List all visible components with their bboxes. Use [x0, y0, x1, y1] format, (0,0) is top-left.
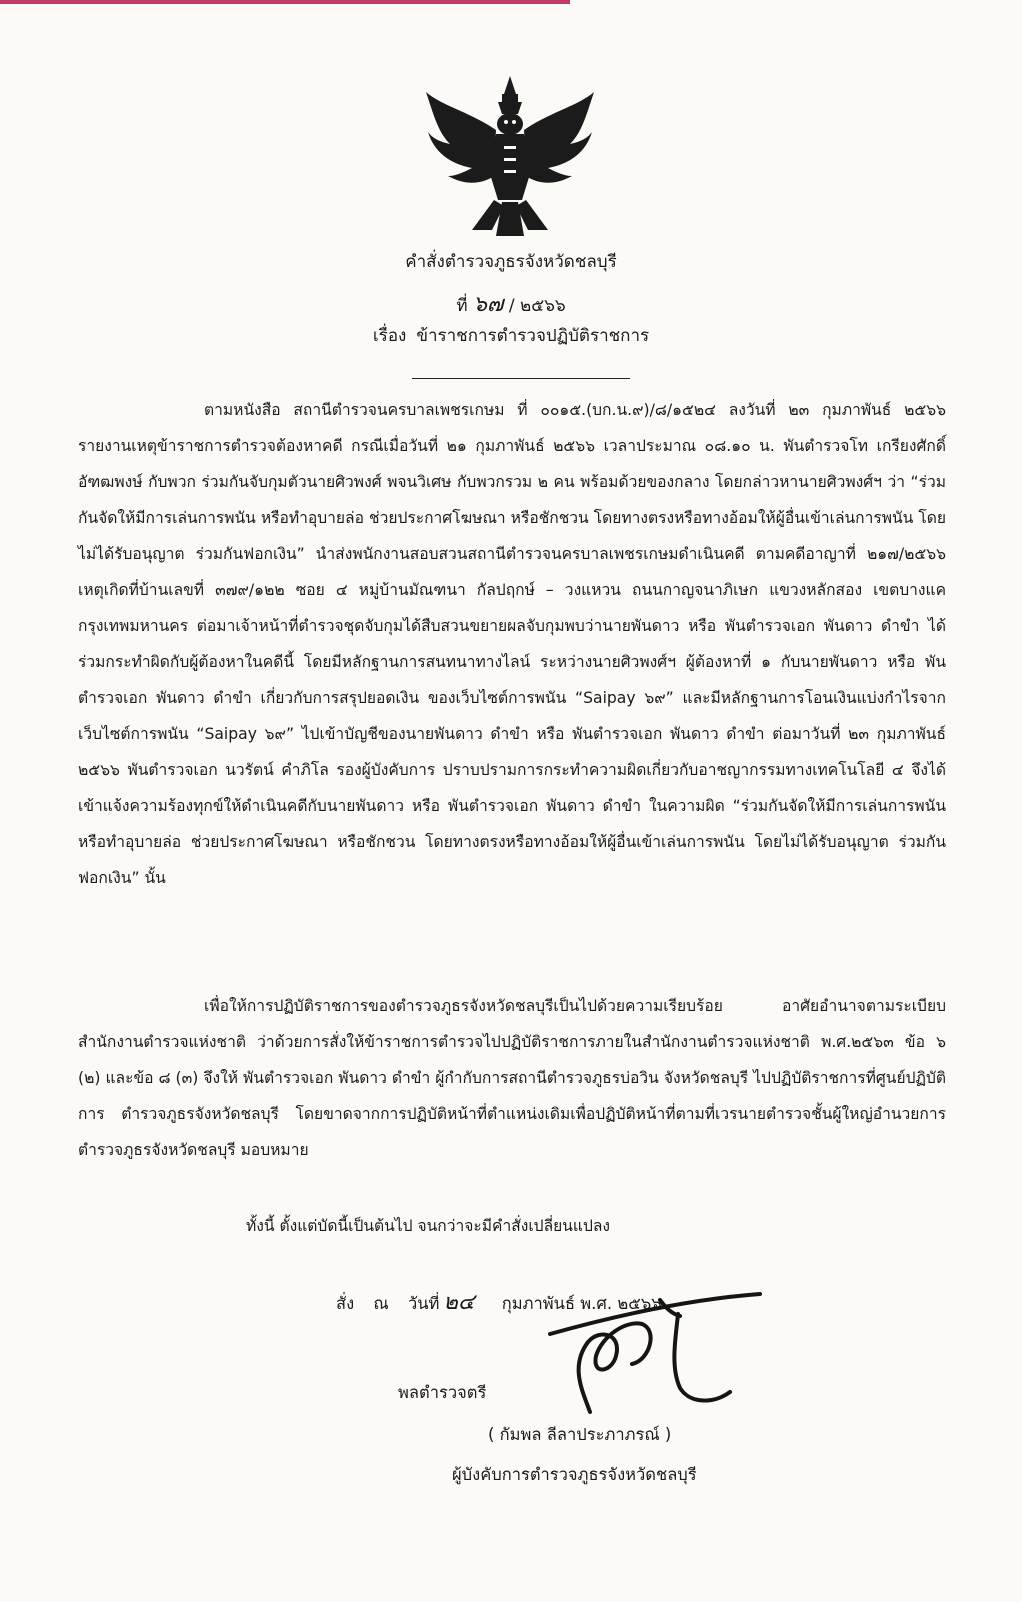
subject-label: เรื่อง — [372, 326, 407, 346]
subject-text: ข้าราชการตำรวจปฏิบัติราชการ — [416, 326, 650, 346]
date-label: วันที่ — [407, 1294, 440, 1313]
paragraph-1-text: ตามหนังสือ สถานีตำรวจนครบาลเพชรเกษม ที่ ๐๐๑๕.(บก.น.๙)/๘/๑๕๒๔ ลงวันที่ ๒๓ กุมภาพันธ์ ๒๕๖๖ รายงานเหตุข้าราชการตำรวจต้องหาคดี กรณีเมื่อวันที่ ๒๑ กุมภาพันธ์ ๒๕๖๖ เวลาประมาณ ๐๘.๑๐ น. พันตำรวจโท เกรียงศักดิ์ อัฑฒพงษ์ กับพวก ร่วมกันจับกุมตัวนายศิวพงศ์ พจนวิเศษ กับพวกรวม ๒ คน พร้อมด้วยของกลาง โดยกล่าวหานายศิวพงศ์ฯ ว่า “ร่วมกันจัดให้มีการเล่นการพนัน หรือทำอุบายล่อ ช่วยประกาศโฆษณา หรือชักชวน โดยทางตรงหรือทางอ้อมให้ผู้อื่นเข้าเล่นการพนัน โดยไม่ได้รับอนุญาต ร่วมกันฟอกเงิน” นำส่งพนักงานสอบสวนสถานีตำรวจนครบาลเพชรเกษมดำเนินคดี ตามคดีอาญาที่ ๒๑๗/๒๕๖๖ เหตุเกิดที่บ้านเลขที่ ๓๗๙/๑๒๒ ซอย ๔ หมู่บ้านมัณฑนา กัลปฤกษ์ – วงแหวน ถนนกาญจนาภิเษก แขวงหลักสอง เขตบางแค กรุงเทพมหานคร ต่อมาเจ้าหน้าที่ตำรวจชุดจับกุมได้สืบสวนขยายผลจับกุมพบว่านายพันดาว หรือ พันตำรวจเอก พันดาว ดำขำ ได้ร่วมกระทำผิดกับผู้ต้องหาในคดีนี้ โดยมีหลักฐานการสนทนาทางไลน์ ระหว่างนายศิวพงศ์ฯ ผู้ต้องหาที่ ๑ กับนายพันดาว หรือ พันตำรวจเอก พันดาว ดำขำ เกี่ยวกับการสรุปยอดเงิน ของเว็บไซต์การพนัน “Saipay ๖๙” และมีหลักฐานการโอนเงินแบ่งกำไรจากเว็บไซต์การพนัน “Saipay ๖๙” ไปเข้าบัญชีของนายพันดาว ดำขำ หรือ พันตำรวจเอก พันดาว ดำขำ ต่อมาวันที่ ๒๓ กุมภาพันธ์ ๒๕๖๖ พันตำรวจเอก นวรัตน์ คำภิโล รองผู้บังคับการ ปราบปรามการกระทำความผิดเกี่ยวกับอาชญากรรมทางเทคโนโลยี ๔ จึงได้เข้าแจ้งความร้องทุกข์ให้ดำเนินคดีกับนายพันดาว หรือ พันตำรวจเอก พันดาว ดำขำ ในความผิด “ร่วมกันจัดให้มีการเล่นการพนัน หรือทำอุบายล่อ ช่วยประกาศโฆษณา หรือชักชวน โดยทางตรงหรือทางอ้อมให้ผู้อื่นเข้าเล่นการพนัน โดยไม่ได้รับอนุญาต ร่วมกันฟอกเงิน” นั้น — [78, 401, 946, 887]
header-divider — [412, 378, 630, 379]
signature — [530, 1280, 770, 1420]
order-number-handwritten: ๖๗ — [472, 292, 504, 317]
order-number — [0, 286, 1022, 321]
order-day-handwritten: ๒๔ — [443, 1290, 475, 1315]
order-number-year: / ๒๕๖๖ — [508, 296, 566, 316]
top-color-rule — [0, 0, 570, 4]
body-paragraph-3 — [78, 1208, 946, 1244]
body-paragraph-1 — [78, 392, 946, 896]
order-title: คำสั่งตำรวจภูธรจังหวัดชลบุรี — [405, 252, 617, 272]
signer-rank: พลตำรวจตรี — [398, 1383, 487, 1402]
paragraph-3-text: ทั้งนี้ ตั้งแต่บัดนี้เป็นต้นไป จนกว่าจะมีคำสั่งเปลี่ยนแปลง — [246, 1217, 611, 1235]
order-month-year: กุมภาพันธ์ พ.ศ. ๒๕๖๖ — [501, 1294, 662, 1313]
order-word: สั่ง — [336, 1294, 355, 1313]
paragraph-2-text: เพื่อให้การปฏิบัติราชการของตำรวจภูธรจังหวัดชลบุรีเป็นไปด้วยความเรียบร้อย อาศัยอำนาจตามระเบียบสำนักงานตำรวจแห่งชาติ ว่าด้วยการสั่งให้ข้าราชการตำรวจไปปฏิบัติราชการภายในสำนักงานตำรวจแห่งชาติ พ.ศ.๒๕๖๓ ข้อ ๖ (๒) และข้อ ๘ (๓) จึงให้ พันตำรวจเอก พันดาว ดำขำ ผู้กำกับการสถานีตำรวจภูธรบ่อวิน จังหวัดชลบุรี ไปปฏิบัติราชการที่ศูนย์ปฏิบัติการ ตำรวจภูธรจังหวัดชลบุรี โดยขาดจากการปฏิบัติหน้าที่ตำแหน่งเดิมเพื่อปฏิบัติหน้าที่ตามที่เวรนายตำรวจชั้นผู้ใหญ่อำนวยการ ตำรวจภูธรจังหวัดชลบุรี มอบหมาย — [78, 997, 946, 1159]
order-subject — [0, 322, 1022, 349]
order-number-label: ที่ — [456, 296, 468, 316]
body-paragraph-2 — [78, 988, 946, 1168]
garuda-emblem — [420, 72, 600, 242]
signer-name: ( กัมพล ลีลาประภาภรณ์ ) — [488, 1425, 672, 1444]
signer-position: ผู้บังคับการตำรวจภูธรจังหวัดชลบุรี — [452, 1465, 697, 1484]
at-word: ณ — [373, 1294, 389, 1313]
